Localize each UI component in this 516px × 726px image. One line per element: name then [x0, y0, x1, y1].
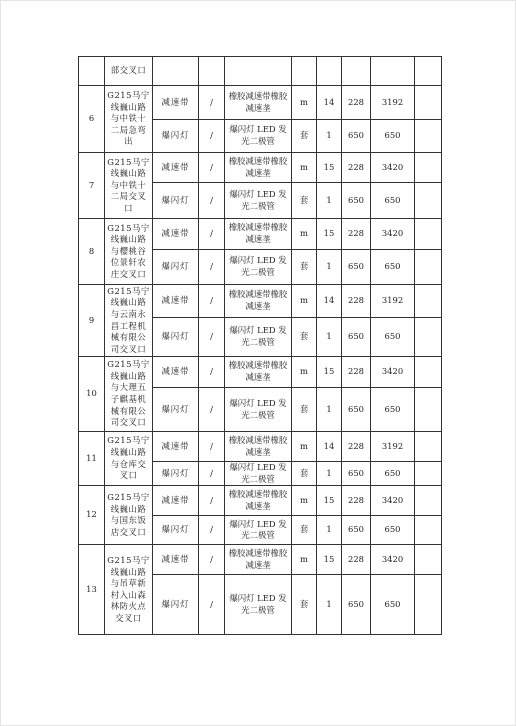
cell-type: 减速带	[153, 285, 199, 318]
cell-unit: 套	[292, 388, 317, 432]
cell-type: 爆闪灯	[153, 575, 199, 635]
cell-qty: 1	[317, 388, 342, 432]
cell-mark: /	[199, 250, 225, 285]
cell-mark: /	[199, 219, 225, 250]
cell-qty: 15	[317, 357, 342, 388]
cell-total: 650	[371, 388, 415, 432]
cell-unit: 套	[292, 462, 317, 486]
cell-type: 减速带	[153, 357, 199, 388]
cell-mark: /	[199, 153, 225, 183]
cell-mark	[199, 57, 225, 86]
cell-blank	[415, 183, 442, 219]
cell-total: 650	[371, 318, 415, 357]
cell-spec	[225, 57, 292, 86]
cell-total: 650	[371, 250, 415, 285]
cell-type: 爆闪灯	[153, 516, 199, 545]
cell-mark: /	[199, 318, 225, 357]
cell-spec: 爆闪灯 LED 发光二极管	[225, 388, 292, 432]
cell-total: 650	[371, 462, 415, 486]
table-row	[79, 357, 442, 388]
cell-unit: m	[292, 486, 317, 516]
cell-spec: 爆闪灯 LED 发光二极管	[225, 250, 292, 285]
cell-location: G215马宁线巍山路与樱桃谷位景轩农庄交叉口	[105, 219, 153, 285]
road-safety-items-table	[78, 56, 442, 635]
cell-mark: /	[199, 285, 225, 318]
table-row-header-fragment	[79, 57, 442, 86]
cell-total: 3420	[371, 153, 415, 183]
cell-blank	[415, 219, 442, 250]
cell-qty: 15	[317, 219, 342, 250]
cell-blank	[415, 57, 442, 86]
cell-price: 228	[342, 357, 371, 388]
cell-mark: /	[199, 120, 225, 153]
cell-type: 爆闪灯	[153, 318, 199, 357]
table-row	[79, 219, 442, 250]
cell-total: 3192	[371, 285, 415, 318]
cell-price: 228	[342, 432, 371, 462]
cell-total: 650	[371, 183, 415, 219]
cell-price: 650	[342, 318, 371, 357]
cell-blank	[415, 388, 442, 432]
cell-qty: 14	[317, 86, 342, 120]
cell-qty: 1	[317, 120, 342, 153]
cell-spec: 橡胶减速带橡胶减速垄	[225, 153, 292, 183]
cell-qty: 1	[317, 462, 342, 486]
cell-blank	[415, 86, 442, 120]
cell-blank	[415, 486, 442, 516]
cell-blank	[415, 285, 442, 318]
cell-price: 650	[342, 388, 371, 432]
cell-type: 减速带	[153, 486, 199, 516]
cell-spec: 爆闪灯 LED 发光二极管	[225, 318, 292, 357]
cell-unit: 套	[292, 183, 317, 219]
cell-type: 减速带	[153, 86, 199, 120]
cell-qty	[317, 57, 342, 86]
cell-location: G215马宁线巍山路与中铁十二局交叉口	[105, 153, 153, 219]
cell-spec: 橡胶减速带橡胶减速垄	[225, 545, 292, 575]
cell-unit: m	[292, 86, 317, 120]
cell-spec: 爆闪灯 LED 发光二极管	[225, 462, 292, 486]
cell-total: 650	[371, 516, 415, 545]
cell-total: 3420	[371, 486, 415, 516]
cell-price: 228	[342, 486, 371, 516]
cell-mark: /	[199, 388, 225, 432]
cell-unit: m	[292, 285, 317, 318]
cell-type: 爆闪灯	[153, 183, 199, 219]
cell-no: 7	[79, 153, 105, 219]
cell-type: 减速带	[153, 153, 199, 183]
cell-price: 650	[342, 462, 371, 486]
table-row	[79, 486, 442, 516]
cell-blank	[415, 153, 442, 183]
cell-blank	[415, 250, 442, 285]
cell-no: 11	[79, 432, 105, 486]
cell-mark: /	[199, 183, 225, 219]
cell-qty: 1	[317, 516, 342, 545]
cell-unit: 套	[292, 516, 317, 545]
cell-blank	[415, 462, 442, 486]
cell-qty: 15	[317, 153, 342, 183]
cell-price: 650	[342, 183, 371, 219]
cell-location: G215马宁线巍山路与中铁十二局急弯出	[105, 86, 153, 153]
cell-spec: 爆闪灯 LED 发光二极管	[225, 183, 292, 219]
cell-mark: /	[199, 357, 225, 388]
table-row	[79, 285, 442, 318]
cell-price: 650	[342, 575, 371, 635]
cell-price: 650	[342, 516, 371, 545]
cell-location: G215马宁线巍山路与大理五子麒基机械有限公司交叉口	[105, 357, 153, 432]
cell-qty: 1	[317, 183, 342, 219]
cell-price: 228	[342, 545, 371, 575]
cell-total: 3192	[371, 432, 415, 462]
cell-no: 13	[79, 545, 105, 635]
cell-type: 爆闪灯	[153, 120, 199, 153]
cell-unit	[292, 57, 317, 86]
cell-mark: /	[199, 516, 225, 545]
cell-unit: m	[292, 357, 317, 388]
cell-no: 9	[79, 285, 105, 357]
cell-qty: 14	[317, 432, 342, 462]
cell-total: 3192	[371, 86, 415, 120]
cell-price: 650	[342, 120, 371, 153]
cell-total: 650	[371, 575, 415, 635]
cell-spec: 爆闪灯 LED 发光二极管	[225, 575, 292, 635]
cell-no	[79, 57, 105, 86]
cell-type: 爆闪灯	[153, 462, 199, 486]
cell-spec: 橡胶减速带橡胶减速垄	[225, 357, 292, 388]
cell-type: 爆闪灯	[153, 388, 199, 432]
cell-qty: 15	[317, 486, 342, 516]
cell-unit: m	[292, 219, 317, 250]
cell-blank	[415, 575, 442, 635]
cell-price: 228	[342, 285, 371, 318]
cell-total: 3420	[371, 545, 415, 575]
cell-unit: m	[292, 432, 317, 462]
cell-total: 3420	[371, 219, 415, 250]
cell-price	[342, 57, 371, 86]
cell-qty: 15	[317, 545, 342, 575]
cell-qty: 1	[317, 318, 342, 357]
cell-spec: 爆闪灯 LED 发光二极管	[225, 516, 292, 545]
cell-unit: 套	[292, 250, 317, 285]
cell-mark: /	[199, 486, 225, 516]
cell-location: G215马宁线巍山路与吊草新村入山森林防火点交叉口	[105, 545, 153, 635]
cell-mark: /	[199, 86, 225, 120]
cell-mark: /	[199, 545, 225, 575]
cell-qty: 14	[317, 285, 342, 318]
cell-no: 10	[79, 357, 105, 432]
cell-total	[371, 57, 415, 86]
cell-type: 减速带	[153, 545, 199, 575]
cell-no: 6	[79, 86, 105, 153]
cell-total: 650	[371, 120, 415, 153]
cell-location: 部交叉口	[105, 57, 153, 86]
cell-spec: 橡胶减速带橡胶减速垄	[225, 486, 292, 516]
cell-blank	[415, 357, 442, 388]
cell-price: 228	[342, 86, 371, 120]
cell-unit: m	[292, 545, 317, 575]
cell-location: G215马宁线巍山路与云南永昌工程机械有限公司交叉口	[105, 285, 153, 357]
cell-blank	[415, 545, 442, 575]
cell-type	[153, 57, 199, 86]
cell-qty: 1	[317, 575, 342, 635]
cell-mark: /	[199, 575, 225, 635]
cell-blank	[415, 516, 442, 545]
cell-spec: 橡胶减速带橡胶减速垄	[225, 432, 292, 462]
cell-unit: 套	[292, 318, 317, 357]
cell-no: 8	[79, 219, 105, 285]
cell-no: 12	[79, 486, 105, 545]
table-row	[79, 432, 442, 462]
cell-unit: 套	[292, 575, 317, 635]
cell-price: 228	[342, 153, 371, 183]
cell-price: 228	[342, 219, 371, 250]
cell-location: G215马宁线巍山路与仓库交叉口	[105, 432, 153, 486]
table-row	[79, 86, 442, 120]
cell-price: 650	[342, 250, 371, 285]
cell-location: G215马宁线巍山路与国东饭店交叉口	[105, 486, 153, 545]
cell-unit: 套	[292, 120, 317, 153]
cell-type: 爆闪灯	[153, 250, 199, 285]
cell-blank	[415, 120, 442, 153]
cell-spec: 橡胶减速带橡胶减速垄	[225, 285, 292, 318]
cell-type: 减速带	[153, 432, 199, 462]
cell-blank	[415, 432, 442, 462]
cell-type: 减速带	[153, 219, 199, 250]
cell-total: 3420	[371, 357, 415, 388]
cell-blank	[415, 318, 442, 357]
table-row	[79, 153, 442, 183]
cell-unit: m	[292, 153, 317, 183]
cell-spec: 爆闪灯 LED 发光二极管	[225, 120, 292, 153]
cell-mark: /	[199, 462, 225, 486]
cell-mark: /	[199, 432, 225, 462]
table-row	[79, 545, 442, 575]
cell-qty: 1	[317, 250, 342, 285]
cell-spec: 橡胶减速带橡胶减速垄	[225, 86, 292, 120]
cell-spec: 橡胶减速带橡胶减速垄	[225, 219, 292, 250]
table-body	[79, 57, 442, 635]
